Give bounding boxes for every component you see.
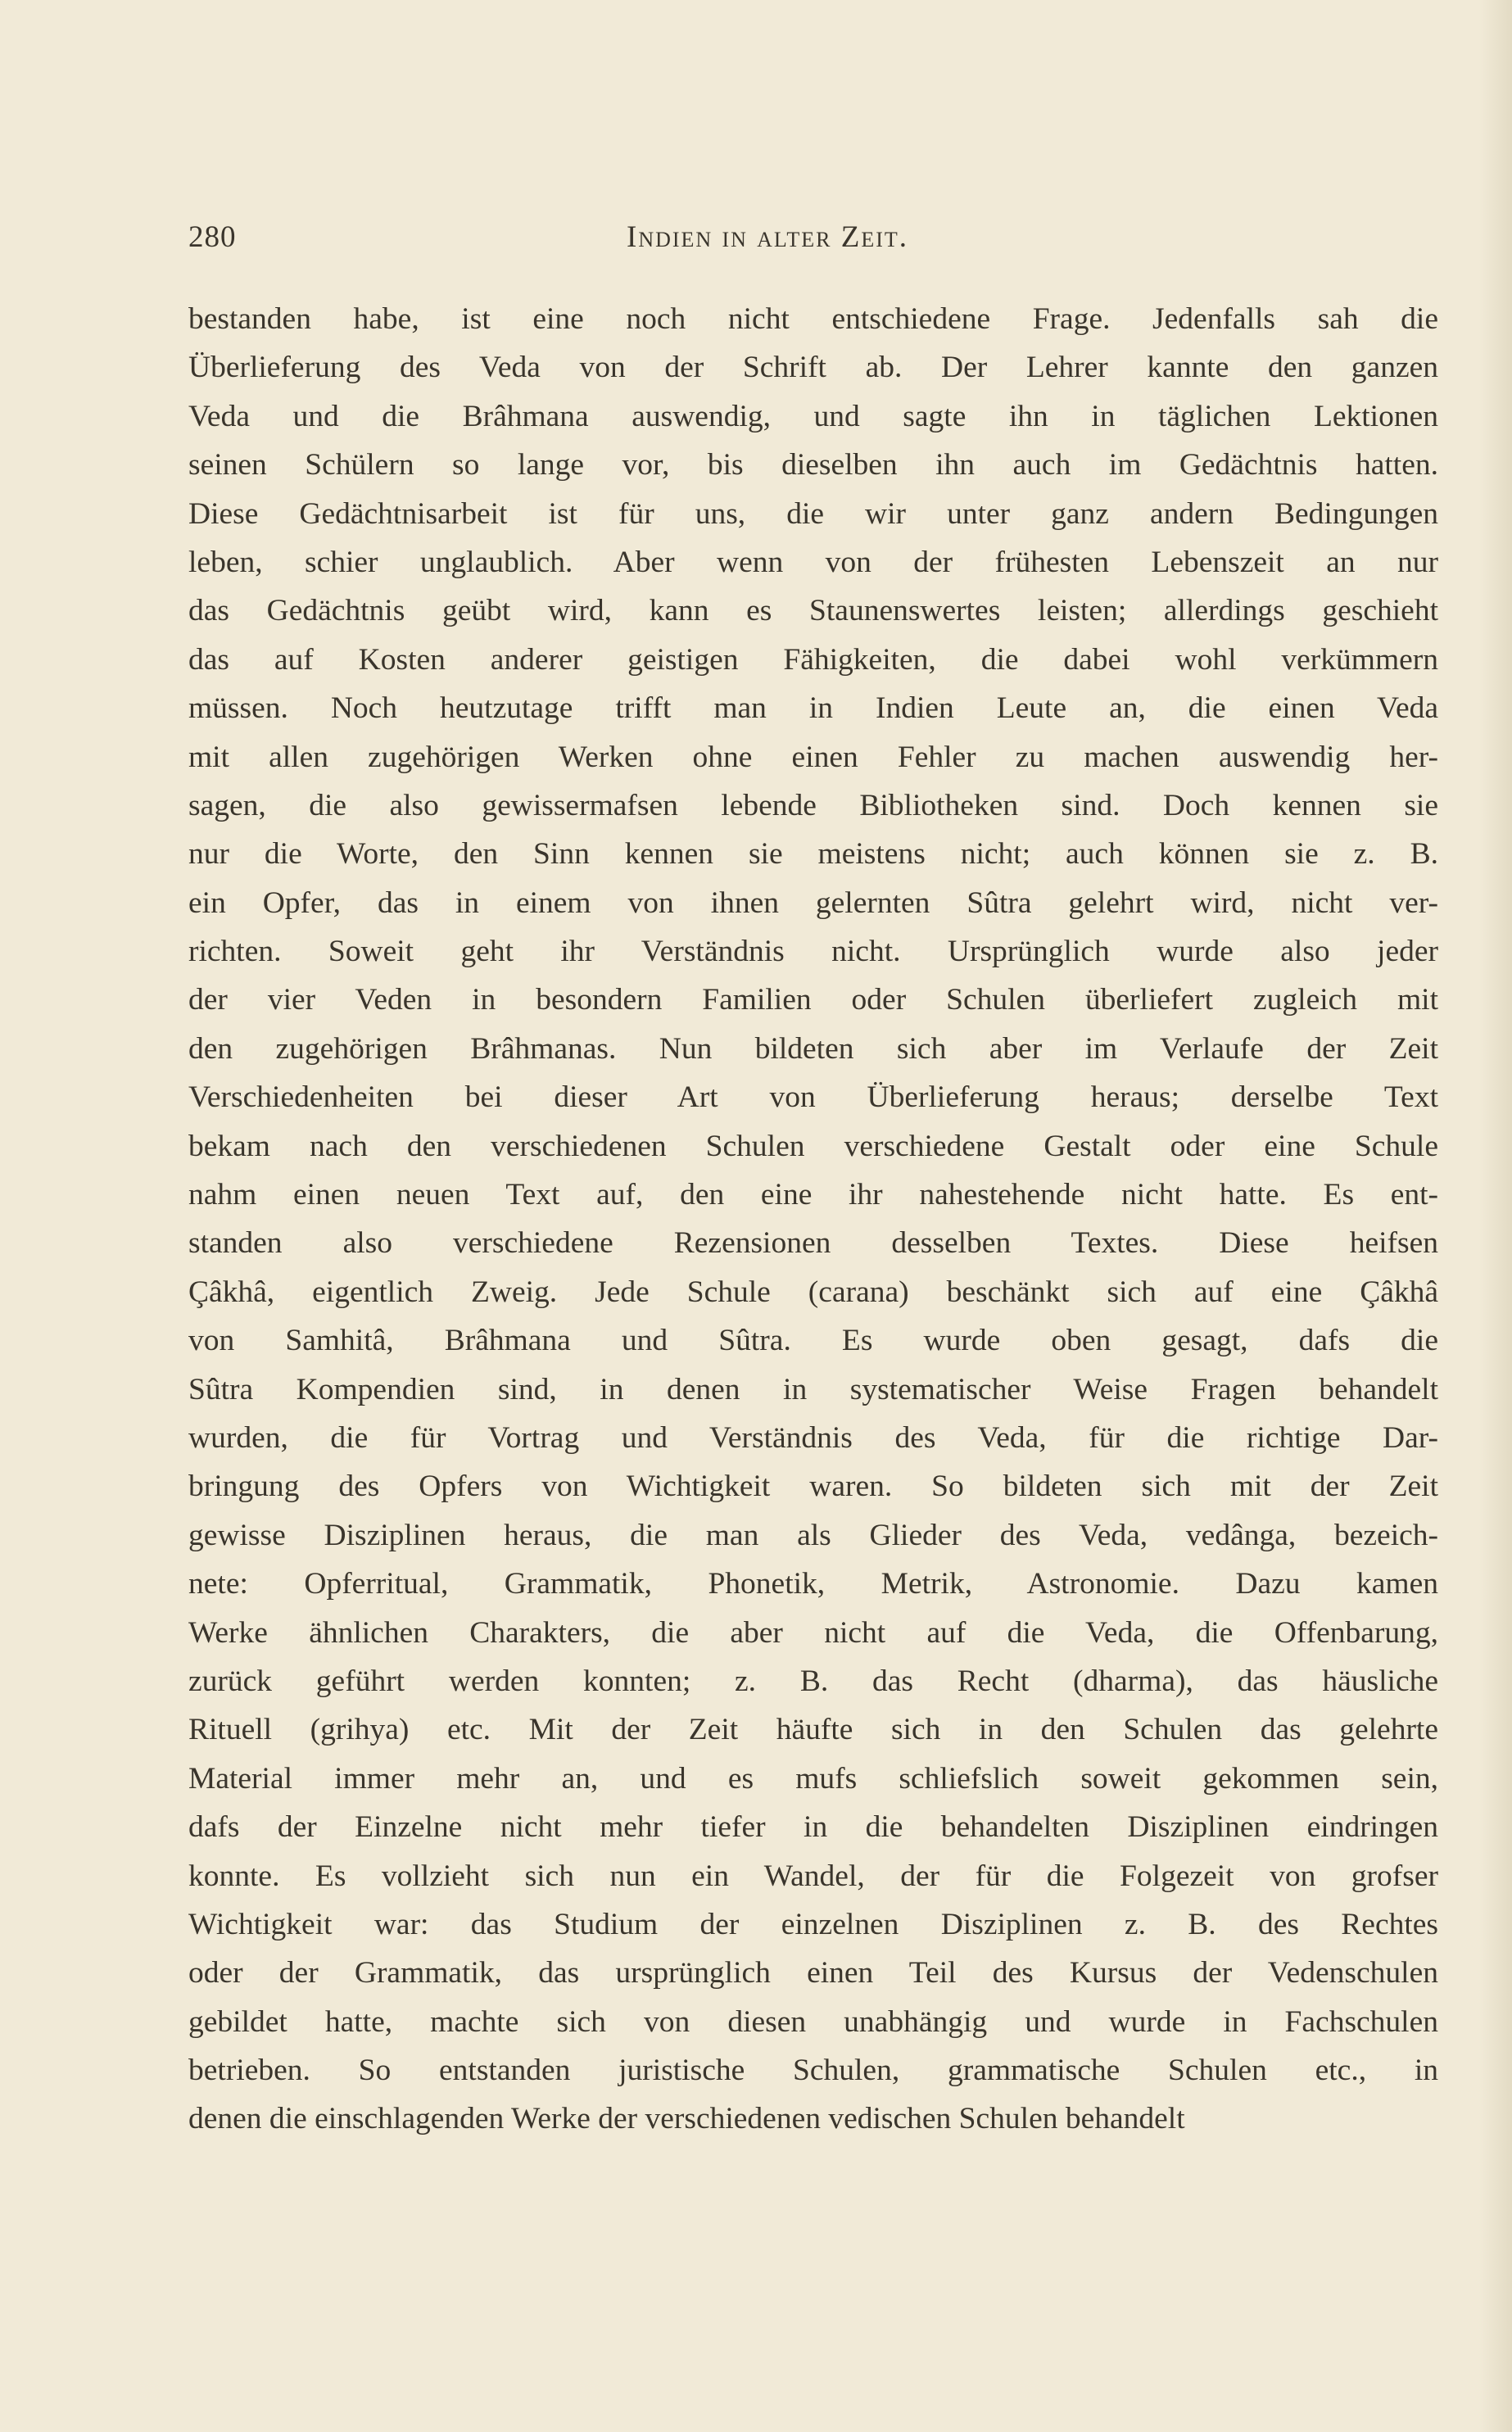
text-line: wurden, die für Vortrag und Verständnis des Veda, für die richtige Dar-: [188, 1420, 1438, 1455]
text-line: denen die einschlagenden Werke der verschiedenen vedischen Schulen behandelt: [188, 2102, 1185, 2136]
text-line: Werke ähnlichen Charakters, die aber nicht auf die Veda, die Offenbarung,: [188, 1615, 1438, 1650]
text-line: gewisse Disziplinen heraus, die man als Glieder des Veda, vedânga, bezeich-: [188, 1518, 1438, 1552]
text-line: Wichtigkeit war: das Studium der einzelnen Disziplinen z. B. des Rechtes: [188, 1907, 1438, 1941]
text-line: Material immer mehr an, und es mufs schliefslich soweit gekommen sein,: [188, 1761, 1438, 1796]
page-edge-shadow: [1479, 0, 1512, 2432]
text-line: gebildet hatte, machte sich von diesen unabhängig und wurde in Fachschulen: [188, 2004, 1438, 2039]
text-line: Veda und die Brâhmana auswendig, und sagte ihn in täglichen Lektionen: [188, 399, 1438, 433]
text-line: konnte. Es vollzieht sich nun ein Wandel, der für die Folgezeit von grofser: [188, 1859, 1438, 1893]
text-line: mit allen zugehörigen Werken ohne einen Fehler zu machen auswendig her-: [188, 740, 1438, 774]
text-line: zurück geführt werden konnten; z. B. das Recht (dharma), das häusliche: [188, 1664, 1438, 1698]
text-line: oder der Grammatik, das ursprünglich einen Teil des Kursus der Vedenschulen: [188, 1956, 1438, 1990]
text-line: müssen. Noch heutzutage trifft man in Indien Leute an, die einen Veda: [188, 691, 1438, 726]
text-line: dafs der Einzelne nicht mehr tiefer in die behandelten Disziplinen eindringen: [188, 1810, 1438, 1845]
text-line: sagen, die also gewissermafsen lebende Bibliotheken sind. Doch kennen sie: [188, 788, 1438, 822]
text-line: nahm einen neuen Text auf, den eine ihr nahestehende nicht hatte. Es ent-: [188, 1178, 1438, 1212]
text-line: Çâkhâ, eigentlich Zweig. Jede Schule (carana) beschänkt sich auf eine Çâkhâ: [188, 1275, 1438, 1309]
text-line: nete: Opferritual, Grammatik, Phonetik, Metrik, Astronomie. Dazu kamen: [188, 1567, 1438, 1601]
text-line: bekam nach den verschiedenen Schulen verschiedene Gestalt oder eine Schule: [188, 1129, 1438, 1163]
text-line: seinen Schülern so lange vor, bis dieselben ihn auch im Gedächtnis hatten.: [188, 448, 1438, 482]
text-line: von Samhitâ, Brâhmana und Sûtra. Es wurde oben gesagt, dafs die: [188, 1324, 1438, 1358]
page-header: [188, 220, 1438, 260]
text-line: richten. Soweit geht ihr Verständnis nicht. Ursprünglich wurde also jeder: [188, 935, 1438, 969]
text-line: das auf Kosten anderer geistigen Fähigkeiten, die dabei wohl verkümmern: [188, 642, 1438, 677]
text-line: den zugehörigen Brâhmanas. Nun bildeten sich aber im Verlaufe der Zeit: [188, 1031, 1438, 1066]
text-line: leben, schier unglaublich. Aber wenn von der frühesten Lebenszeit an nur: [188, 545, 1438, 579]
body-text: [188, 295, 1438, 2144]
text-line: nur die Worte, den Sinn kennen sie meistens nicht; auch können sie z. B.: [188, 837, 1438, 872]
text-line: ein Opfer, das in einem von ihnen gelernten Sûtra gelehrt wird, nicht ver-: [188, 885, 1438, 920]
text-line: standen also verschiedene Rezensionen desselben Textes. Diese heifsen: [188, 1226, 1438, 1261]
text-line: das Gedächtnis geübt wird, kann es Staunenswertes leisten; allerdings geschieht: [188, 594, 1438, 628]
running-title: Indien in alter Zeit.: [627, 220, 909, 254]
page-number: 280: [188, 220, 237, 254]
text-line: der vier Veden in besondern Familien oder Schulen überliefert zugleich mit: [188, 983, 1438, 1017]
text-line: betrieben. So entstanden juristische Schulen, grammatische Schulen etc., in: [188, 2054, 1438, 2088]
text-line: Sûtra Kompendien sind, in denen in systematischer Weise Fragen behandelt: [188, 1372, 1438, 1406]
text-line: Diese Gedächtnisarbeit ist für uns, die wir unter ganz andern Bedingungen: [188, 496, 1438, 531]
text-line: bringung des Opfers von Wichtigkeit waren. So bildeten sich mit der Zeit: [188, 1470, 1438, 1504]
text-line: Verschiedenheiten bei dieser Art von Überlieferung heraus; derselbe Text: [188, 1080, 1438, 1115]
text-line: bestanden habe, ist eine noch nicht entschiedene Frage. Jedenfalls sah die: [188, 302, 1438, 336]
text-line: Überlieferung des Veda von der Schrift ab. Der Lehrer kannte den ganzen: [188, 351, 1438, 385]
text-line: Rituell (grihya) etc. Mit der Zeit häufte sich in den Schulen das gelehrte: [188, 1713, 1438, 1747]
